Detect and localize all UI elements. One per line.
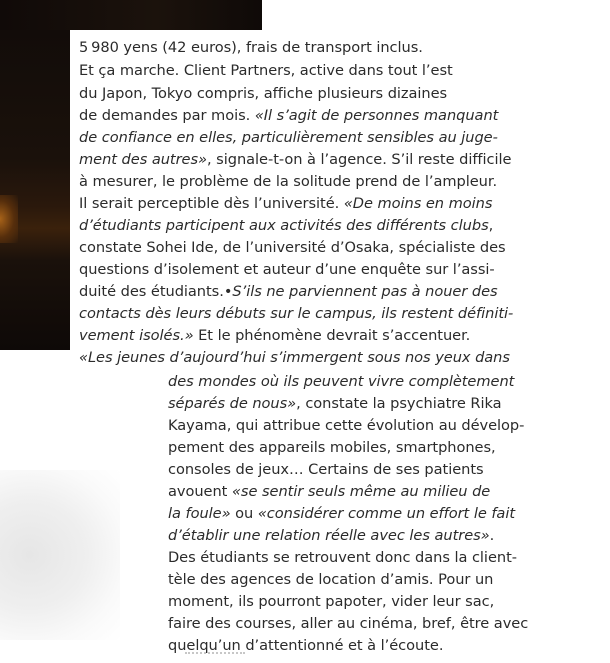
article-line: de confiance en elles, particulièrement sensibles au juge- (79, 129, 498, 146)
cut-off-text-fragment (185, 652, 245, 662)
page-shadow (0, 470, 120, 640)
article-line: avouent «se sentir seuls même au milieu de (168, 483, 491, 500)
article-line: consoles de jeux… Certains de ses patients (168, 461, 484, 478)
article-line: ment des autres», signale-t-on à l’agence. S’il reste difficile (79, 151, 512, 168)
light-glow (0, 195, 18, 243)
article-line: questions d’isolement et auteur d’une enquête sur l’assi- (79, 261, 495, 278)
article-line: Et ça marche. Client Partners, active dans tout l’est (79, 62, 453, 79)
article-line: des mondes où ils peuvent vivre complètement (168, 373, 515, 390)
article-line: duité des étudiants.•S’ils ne parviennent pas à nouer des (79, 283, 498, 300)
article-line: pement des appareils mobiles, smartphones, (168, 439, 496, 456)
article-line: «Les jeunes d’aujourd’hui s’immergent sous nos yeux dans (79, 349, 510, 366)
article-line: constate Sohei Ide, de l’université d’Osaka, spécialiste des (79, 239, 506, 256)
article-line: vement isolés.» Et le phénomène devrait s’accentuer. (79, 327, 471, 344)
article-line: contacts dès leurs débuts sur le campus, ils restent définiti- (79, 305, 514, 322)
article-line: faire des courses, aller au cinéma, bref, être avec (168, 615, 529, 632)
article-line: Il serait perceptible dès l’université. «De moins en moins (79, 195, 493, 212)
photo-fragment-left (0, 30, 70, 350)
article-line: 5 980 yens (42 euros), frais de transport inclus. (79, 39, 423, 56)
article-line: moment, ils pourront papoter, vider leur sac, (168, 593, 495, 610)
article-line: du Japon, Tokyo compris, affiche plusieurs dizaines (79, 85, 448, 102)
article-line: d’établir une relation réelle avec les autres». (168, 527, 495, 544)
article-line: à mesurer, le problème de la solitude prend de l’ampleur. (79, 173, 498, 190)
article-line: quelqu’un d’attentionné et à l’écoute. (168, 637, 444, 654)
article-line: séparés de nous», constate la psychiatre Rika (168, 395, 502, 412)
article-line: d’étudiants participent aux activités des différents clubs, (79, 217, 494, 234)
article-line: Kayama, qui attribue cette évolution au dévelop- (168, 417, 525, 434)
article-line: tèle des agences de location d’amis. Pour un (168, 571, 494, 588)
article-line: de demandes par mois. «Il s’agit de personnes manquant (79, 107, 499, 124)
article-line: la foule» ou «considérer comme un effort le fait (168, 505, 516, 522)
article-line: Des étudiants se retrouvent donc dans la client- (168, 549, 517, 566)
photo-fragment-top (0, 0, 262, 30)
